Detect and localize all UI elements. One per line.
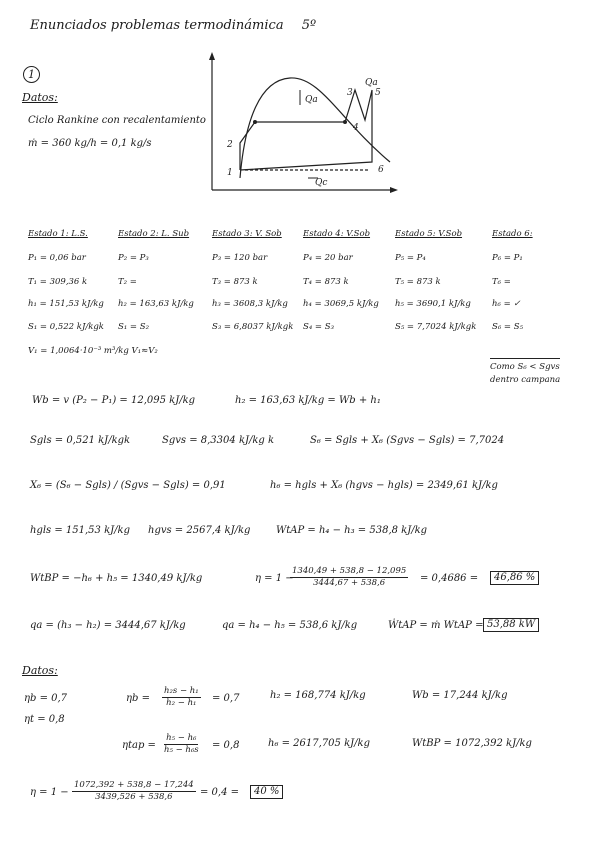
s-axis-arrow: [390, 187, 398, 193]
eq-qa: qa = (h₃ − h₂) = 3444,67 kJ/kg: [30, 620, 186, 631]
datos-heading: Datos:: [22, 91, 58, 104]
qa2-label: Qa: [365, 78, 378, 88]
state-2-line: P₂ = P₃: [118, 253, 149, 263]
page-title-text: Enunciados problemas termodinámica: [30, 18, 284, 33]
eq-eta-numerator: 1340,49 + 538,8 − 12,095: [292, 566, 407, 576]
eq-eta-boxed: 46,86 %: [490, 571, 539, 585]
point-1: 1: [227, 168, 233, 178]
state-3-line: T₃ = 873 k: [212, 277, 258, 287]
eq-wtbp: WtBP = −h₆ + h₅ = 1340,49 kJ/kg: [30, 573, 203, 584]
frac1-result: = 0,7: [212, 693, 240, 704]
eq-x6: X₆ = (S₆ − Sgls) / (Sgvs − Sgls) = 0,91: [30, 480, 226, 491]
state-4-line: h₄ = 3069,5 kJ/kg: [303, 299, 379, 309]
dome-vapor-point: [343, 120, 347, 124]
point-5: 5: [375, 88, 381, 98]
eq-eta-fraction: [290, 566, 408, 589]
state-1-line: S₁ = 0,522 kJ/kgk: [28, 322, 104, 332]
point-3: 3: [347, 88, 353, 98]
point-4: 4: [353, 123, 359, 133]
p2-eta-result: = 0,4 =: [200, 787, 240, 798]
p2-h2: h₂ = 168,774 kJ/kg: [270, 690, 366, 701]
eq-h6: h₆ = hgls + X₆ (hgvs − hgls) = 2349,61 kJ/kg: [270, 480, 498, 491]
state-1-line: V₁ = 1,0064·10⁻³ m³/kg V₁≈V₂: [28, 346, 158, 356]
eq-qa2: qa = h₄ − h₅ = 538,6 kJ/kg: [222, 620, 358, 631]
state-6-note: dentro campana: [490, 375, 561, 385]
problem-number: [23, 66, 40, 83]
frac1-denominator: h₂ − h₁: [166, 698, 197, 708]
state-4-line: P₄ = 20 bar: [303, 253, 353, 263]
point-2: 2: [227, 140, 233, 150]
state-1-title: Estado 1: L.S.: [28, 229, 88, 239]
ts-diagram: [200, 50, 400, 200]
eq-wtap-dot: ẆtAP = ṁ WtAP =: [388, 620, 484, 631]
state-3-line: h₃ = 3608,3 kJ/kg: [212, 299, 288, 309]
cycle-description: Ciclo Rankine con recalentamiento: [28, 115, 206, 126]
eta-b: ηb = 0,7: [24, 693, 68, 704]
state-5-line: P₅ = P₄: [395, 253, 426, 263]
state-1-line: h₁ = 151,53 kJ/kg: [28, 299, 104, 309]
p2-wtbp: WtBP = 1072,392 kJ/kg: [412, 738, 532, 749]
qc-label: Qc: [315, 178, 328, 188]
t-axis-arrow: [209, 52, 215, 60]
state-6-title: Estado 6:: [492, 229, 533, 239]
state-2-title: Estado 2: L. Sub: [118, 229, 190, 239]
eq-eta-lhs: η = 1 −: [255, 573, 294, 584]
qa-label: Qa: [305, 95, 318, 105]
frac1-numerator: h₂s − h₁: [164, 686, 199, 696]
eq-eta-result: = 0,4686 =: [420, 573, 479, 584]
frac2-denominator: h₅ − h₆s: [164, 745, 199, 755]
frac1-lhs: ηb =: [126, 693, 150, 704]
frac2-lhs: ηtap =: [122, 740, 156, 751]
state-3-line: P₃ = 120 bar: [212, 253, 268, 263]
state-5-line: S₅ = 7,7024 kJ/kgk: [395, 322, 477, 332]
p2-eta-denominator: 3439,526 + 538,6: [95, 792, 173, 802]
state-5-line: T₅ = 873 k: [395, 277, 441, 287]
mass-flow: ṁ = 360 kg/h = 0,1 kg/s: [28, 138, 152, 149]
page-title: [30, 20, 316, 32]
point-6: 6: [378, 165, 384, 175]
p2-eta-fraction: [72, 780, 196, 803]
state-6-note: Como S₆ < Sgvs: [490, 358, 560, 373]
p2-eta-numerator: 1072,392 + 538,8 − 17,244: [74, 780, 194, 790]
p2-eta-boxed: 40 %: [250, 785, 283, 799]
eq-eta-denominator: 3444,67 + 538,6: [313, 578, 386, 588]
p2-h6: h₆ = 2617,705 kJ/kg: [268, 738, 370, 749]
dome-liquid-point: [253, 120, 257, 124]
eq-wb: Wb = v (P₂ − P₁) = 12,095 kJ/kg: [32, 395, 196, 406]
state-5-title: Estado 5: V.Sob: [395, 229, 463, 239]
state-2-line: T₂ =: [118, 277, 137, 287]
page-number: 5º: [301, 18, 317, 33]
eq-sgls: Sgls = 0,521 kJ/kgk: [30, 435, 131, 446]
eta-t: ηt = 0,8: [24, 714, 65, 725]
frac1: [162, 686, 201, 709]
state-6-line: T₆ =: [492, 277, 511, 287]
eq-wtap-boxed: 53,88 kW: [483, 618, 539, 632]
state-4-title: Estado 4: V.Sob: [303, 229, 371, 239]
state-6-line: h₆ = ✓: [492, 299, 521, 309]
state-4-line: S₄ = S₃: [303, 322, 334, 332]
frac2: [162, 733, 201, 756]
eq-sgvs: Sgvs = 8,3304 kJ/kg k: [162, 435, 275, 446]
state-6-line: P₆ = P₁: [492, 253, 523, 263]
state-3-line: S₃ = 6,8037 kJ/kgk: [212, 322, 294, 332]
frac2-numerator: h₅ − h₆: [166, 733, 197, 743]
p2-eta-lhs: η = 1 −: [30, 787, 69, 798]
p2-wb: Wb = 17,244 kJ/kg: [412, 690, 508, 701]
state-6-line: S₆ = S₅: [492, 322, 523, 332]
state-1-line: T₁ = 309,36 k: [28, 277, 88, 287]
state-5-line: h₅ = 3690,1 kJ/kg: [395, 299, 471, 309]
eq-s6: S₆ = Sgls + X₆ (Sgvs − Sgls) = 7,7024: [310, 435, 505, 446]
state-3-title: Estado 3: V. Sob: [212, 229, 282, 239]
frac2-result: = 0,8: [212, 740, 240, 751]
eq-wtap: WtAP = h₄ − h₃ = 538,8 kJ/kg: [276, 525, 428, 536]
state-4-line: T₄ = 873 k: [303, 277, 349, 287]
eq-h2: h₂ = 163,63 kJ/kg = Wb + h₁: [235, 395, 381, 406]
problem-number-text: 1: [28, 68, 35, 81]
state-2-line: h₂ = 163,63 kJ/kg: [118, 299, 194, 309]
eq-hgvs: hgvs = 2567,4 kJ/kg: [148, 525, 251, 536]
datos2-heading: Datos:: [22, 664, 58, 677]
saturation-dome: [240, 78, 390, 178]
state-1-line: P₁ = 0,06 bar: [28, 253, 86, 263]
state-2-line: S₁ = S₂: [118, 322, 149, 332]
eq-hgls: hgls = 151,53 kJ/kg: [30, 525, 130, 536]
